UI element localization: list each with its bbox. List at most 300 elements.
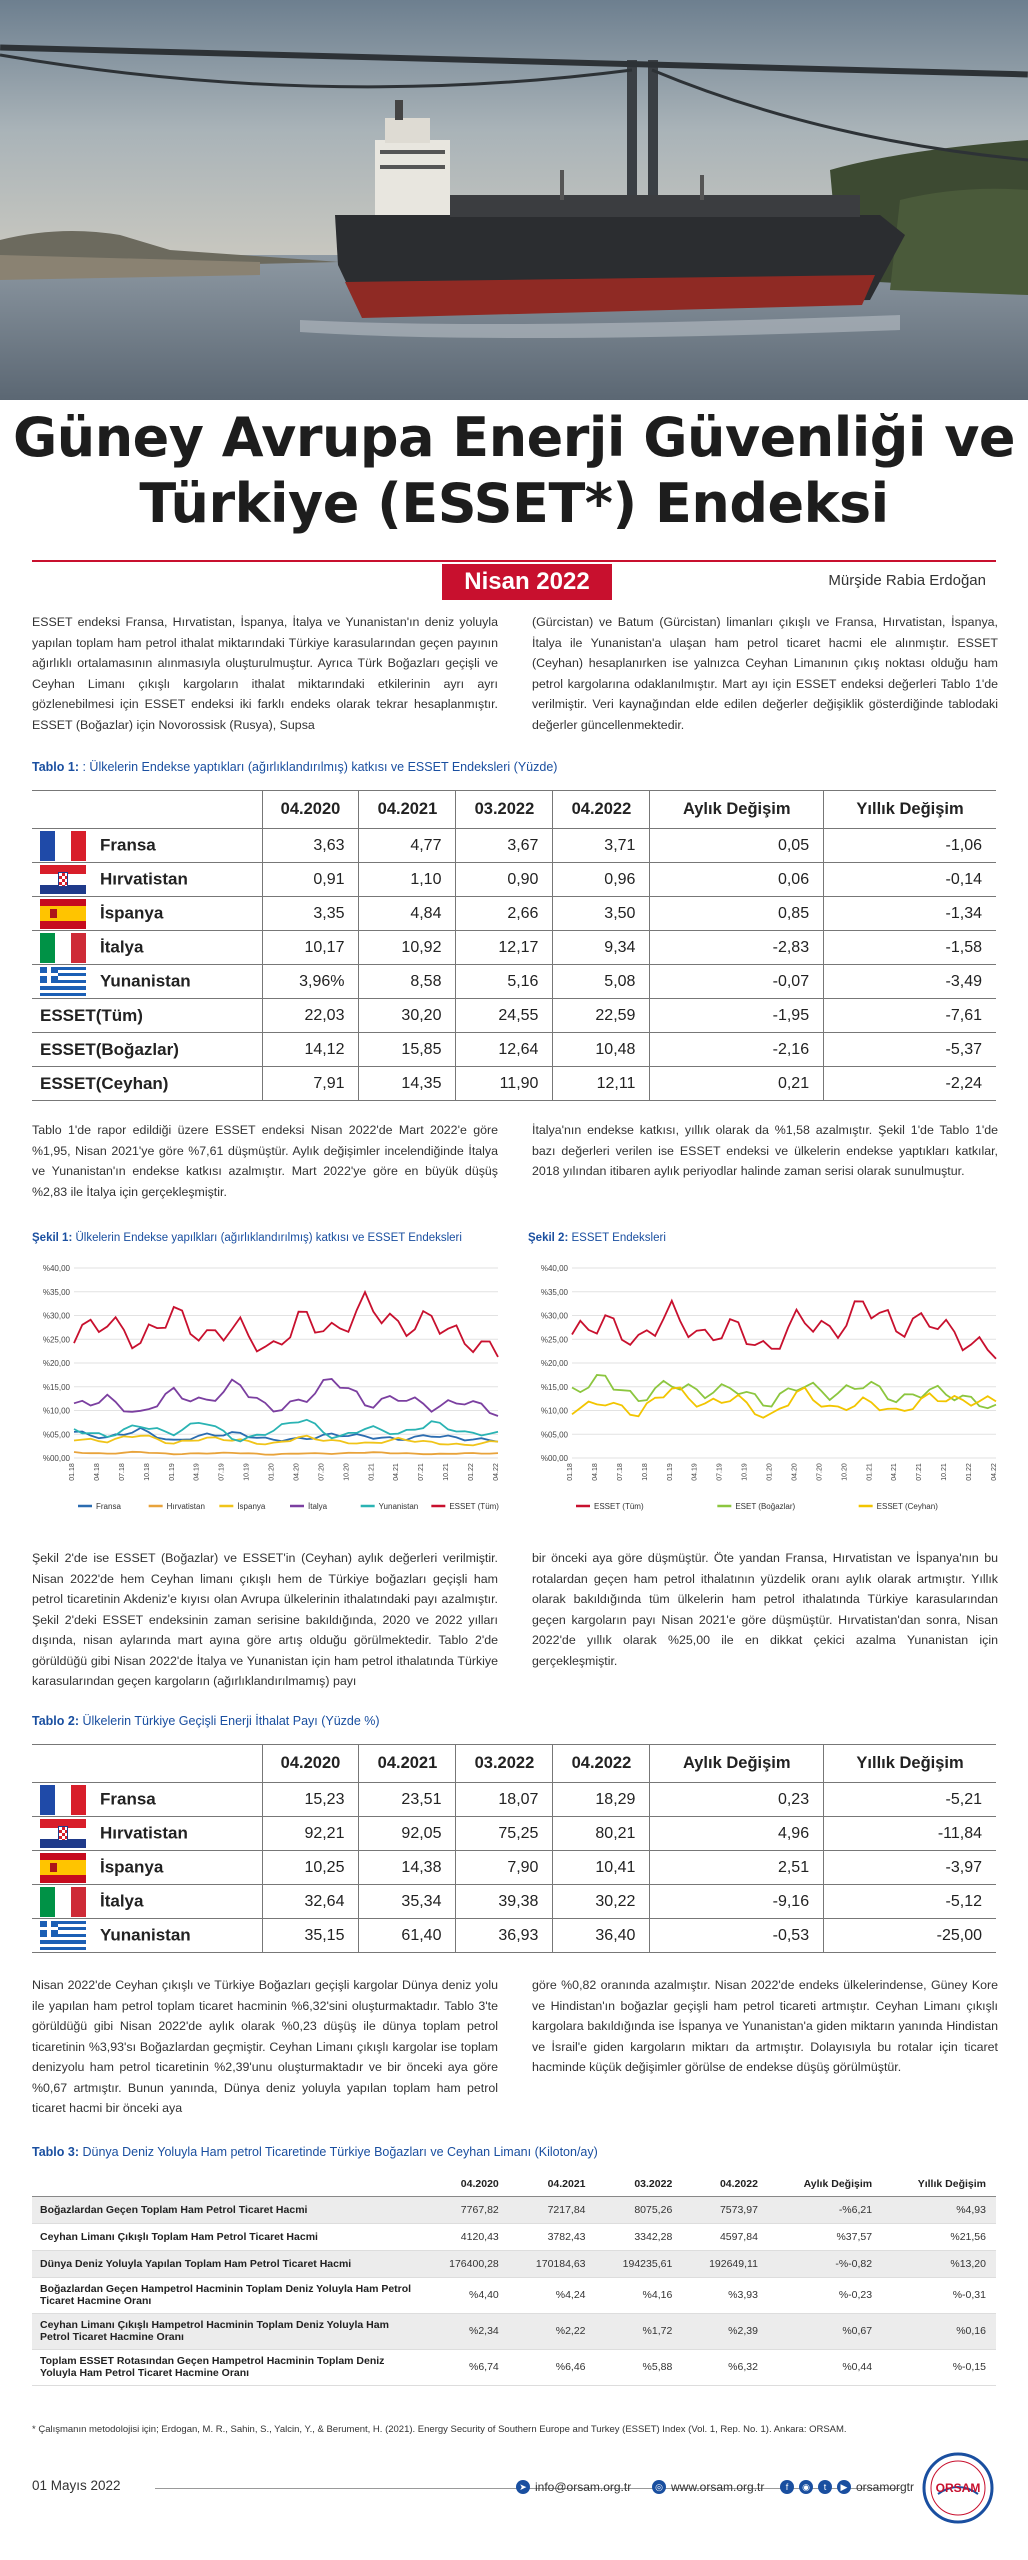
x-tick-label: 01.19 xyxy=(666,1463,674,1481)
para4-right-column: göre %0,82 oranında azalmıştır. Nisan 2022'de endeks ülkelerindense, Güney Kore ve Hindistan'ın boğazlar geçişli ham petrol ticareti artmıştır. Ceyhan Limanı çıkışlı kargolara bakıldığında ise İspanya ve Yunanistan'a giden miktarın yanında Hindistan ve İsrail'e giden kargoların miktarı da artmıştır. Dolayısıyla bu rotalar için ticaret hacminde küçük değişimler görülse de endekse düşüş görülmüştür. xyxy=(532,1978,998,2074)
fig2-caption-text: ESSET Endeksleri xyxy=(571,1232,666,1244)
table-cell: %5,88 xyxy=(596,2349,683,2385)
facebook-icon[interactable]: f xyxy=(780,2480,794,2494)
table-cell: 0,90 xyxy=(456,863,553,897)
x-tick-label: 07.20 xyxy=(318,1463,326,1481)
table-cell: -2,24 xyxy=(824,1067,996,1101)
y-tick-label: %40,00 xyxy=(42,1264,70,1273)
x-tick-label: 07.21 xyxy=(916,1463,924,1481)
table-cell: 92,05 xyxy=(359,1817,456,1851)
hero-photo xyxy=(0,0,1028,400)
table-cell: -11,84 xyxy=(824,1817,996,1851)
table-header-cell: 04.2021 xyxy=(509,2172,596,2196)
series-line xyxy=(74,1452,498,1455)
row-label xyxy=(32,1783,262,1817)
table2-caption xyxy=(32,1714,380,1728)
table-cell: 3,50 xyxy=(553,897,650,931)
x-tick-label: 01.18 xyxy=(567,1463,574,1481)
table-cell: 7573,97 xyxy=(682,2196,768,2223)
x-tick-label: 07.21 xyxy=(418,1463,426,1481)
row-label xyxy=(32,1851,262,1885)
table-cell: 7217,84 xyxy=(509,2196,596,2223)
table-cell: %13,20 xyxy=(882,2250,996,2277)
table-cell: 15,23 xyxy=(262,1783,359,1817)
table-header-cell: 04.2022 xyxy=(553,791,650,829)
row-name: ESSET(Boğazlar) xyxy=(40,1039,179,1059)
table-cell: 7767,82 xyxy=(422,2196,509,2223)
table-cell: 36,93 xyxy=(456,1919,553,1953)
table-cell: -3,49 xyxy=(824,965,996,999)
row-label xyxy=(32,897,262,931)
x-tick-label: 01.19 xyxy=(168,1463,176,1481)
table1-caption-label: Tablo 1: xyxy=(32,760,79,774)
table-cell: -9,16 xyxy=(650,1885,824,1919)
x-tick-label: 01.18 xyxy=(69,1463,76,1481)
y-tick-label: %35,00 xyxy=(42,1287,70,1297)
table-cell: 35,15 xyxy=(262,1919,359,1953)
methodology-footnote: * Çalışmanın metodolojisi için; Erdogan, M. R., Sahin, S., Yalcin, Y., & Berument, H. (2021). Energy Security of Southern Europe and Turkey (ESSET) Index (Vol. 1, Rep. No. 1). Ankara: ORSAM. xyxy=(32,2424,847,2435)
table-cell: 15,85 xyxy=(359,1033,456,1067)
x-tick-label: 01.20 xyxy=(268,1463,276,1481)
table-cell: 24,55 xyxy=(456,999,553,1033)
row-name: İspanya xyxy=(100,1856,164,1876)
row-name: ESSET(Ceyhan) xyxy=(40,1073,169,1093)
table-header-cell: Yıllık Değişim xyxy=(824,1745,996,1783)
legend-label: ESSET (Tüm) xyxy=(594,1502,644,1511)
table-header-row xyxy=(32,2172,996,2196)
table-cell: %-0,15 xyxy=(882,2349,996,2385)
table-header-cell: 03.2022 xyxy=(596,2172,683,2196)
series-line xyxy=(74,1292,498,1357)
table-cell: 10,92 xyxy=(359,931,456,965)
figure1-chart xyxy=(26,1258,506,1528)
table-cell: 12,17 xyxy=(456,931,553,965)
intro-right-column: (Gürcistan) ve Batum (Gürcistan) limanları çıkışlı ve Fransa, Hırvatistan, İspanya, İtalya ile Yunanistan'a ulaşan ham petrol ticaret hacmi ele alınmıştır. ESSET (Ceyhan) hesaplanırken ise yalnızca Ceyhan Limanının çıkış noktası olduğu ham petrol kargolarına odaklanılmıştır. Mart ayı için ESSET endeksi değerleri Tablo 1'de verilmiştir. Veri kaynağından elde edilen değerler değişiklik gösterdiğinde tablodaki değerler güncellenmektedir. xyxy=(532,615,998,732)
table-cell: -1,58 xyxy=(824,931,996,965)
x-tick-label: 01.22 xyxy=(966,1463,974,1481)
footer-social[interactable] xyxy=(780,2480,914,2494)
table-cell: 176400,28 xyxy=(422,2250,509,2277)
footer-email[interactable] xyxy=(516,2480,631,2494)
x-tick-label: 04.20 xyxy=(791,1463,799,1481)
table-row xyxy=(32,965,996,999)
table3-caption-label: Tablo 3: xyxy=(32,2145,79,2159)
x-tick-label: 07.20 xyxy=(816,1463,824,1481)
y-tick-label: %05,00 xyxy=(42,1430,70,1440)
row-name: Hırvatistan xyxy=(100,868,188,888)
table-cell: 22,59 xyxy=(553,999,650,1033)
table-cell: 4,77 xyxy=(359,829,456,863)
table-cell: 3782,43 xyxy=(509,2223,596,2250)
table-cell: 61,40 xyxy=(359,1919,456,1953)
table-row xyxy=(32,1885,996,1919)
table-cell: %6,46 xyxy=(509,2349,596,2385)
table-cell: 92,21 xyxy=(262,1817,359,1851)
x-tick-label: 01.22 xyxy=(468,1463,476,1481)
table-cell: 7,91 xyxy=(262,1067,359,1101)
table-header-cell: 04.2020 xyxy=(262,791,359,829)
row-label: Toplam ESSET Rotasından Geçen Hampetrol Hacminin Toplam Deniz Yoluyla Ham Petrol Ticaret Hacmine Oranı xyxy=(32,2349,422,2385)
table-row xyxy=(32,931,996,965)
globe-icon: ◎ xyxy=(652,2480,666,2494)
table-cell: 23,51 xyxy=(359,1783,456,1817)
y-tick-label: %00,00 xyxy=(42,1454,70,1463)
para4-left-column: Nisan 2022'de Ceyhan çıkışlı ve Türkiye Boğazları geçişli kargolar Dünya deniz yolu ile yapılan ham petrol toplam ticaret hacminin %6,32'sini oluşturmaktadır. Tablo 3'te görüldüğü gibi Nisan 2022'de aylık olarak %0,23 düşüş ile dünya toplam petrol ticaretinin %3,93'sı Boğazlardan geçmiştir. Ceyhan Limanı çıkışlı kargolar ise toplam denizyolu ham petrol ticaretinin %2,39'unu oluşturmaktadır ve bir önceki aya göre %0,67 artmıştır. Bunun yanında, Dünya deniz yoluyla yapılan toplam ham petrol ticaret hacmi bir önceki aya xyxy=(32,1978,498,2115)
table-cell: 170184,63 xyxy=(509,2250,596,2277)
row-label xyxy=(32,1919,262,1953)
table-row xyxy=(32,2223,996,2250)
table2-caption-text: Ülkelerin Türkiye Geçişli Enerji İthalat Payı (Yüzde %) xyxy=(82,1714,380,1728)
row-name: İtalya xyxy=(100,936,144,956)
table-cell: -1,34 xyxy=(824,897,996,931)
title-line-1: Güney Avrupa Enerji Güvenliği ve xyxy=(12,406,1016,469)
table-cell: -1,95 xyxy=(650,999,824,1033)
table-header-cell: Yıllık Değişim xyxy=(882,2172,996,2196)
table-cell: %6,32 xyxy=(682,2349,768,2385)
table-cell: 0,96 xyxy=(553,863,650,897)
footer-web-text[interactable]: www.orsam.org.tr xyxy=(671,2480,765,2494)
row-name: ESSET(Tüm) xyxy=(40,1005,143,1025)
y-tick-label: %05,00 xyxy=(540,1430,568,1440)
table-cell: %4,40 xyxy=(422,2277,509,2313)
y-tick-label: %30,00 xyxy=(42,1311,70,1321)
flag-gr-icon xyxy=(40,967,86,997)
y-tick-label: %35,00 xyxy=(540,1287,568,1297)
legend-label: İspanya xyxy=(237,1502,266,1511)
x-tick-label: 04.20 xyxy=(293,1463,301,1481)
x-tick-label: 04.19 xyxy=(193,1463,201,1481)
table-row xyxy=(32,2196,996,2223)
table-cell: 8075,26 xyxy=(596,2196,683,2223)
table2-caption-label: Tablo 2: xyxy=(32,1714,79,1728)
table-cell: %21,56 xyxy=(882,2223,996,2250)
flag-hr-icon xyxy=(40,1819,86,1849)
table-header-cell: 04.2022 xyxy=(682,2172,768,2196)
flag-fr-icon xyxy=(40,831,86,861)
x-tick-label: 10.20 xyxy=(841,1463,849,1481)
table-row xyxy=(32,1851,996,1885)
x-tick-label: 07.19 xyxy=(716,1463,724,1481)
table-cell: 9,34 xyxy=(553,931,650,965)
y-tick-label: %15,00 xyxy=(42,1382,70,1392)
table-cell: %6,74 xyxy=(422,2349,509,2385)
x-tick-label: 07.18 xyxy=(616,1463,624,1481)
table-row xyxy=(32,2349,996,2385)
table-cell: -2,83 xyxy=(650,931,824,965)
table-cell: 10,48 xyxy=(553,1033,650,1067)
table-cell: %2,39 xyxy=(682,2313,768,2349)
x-tick-label: 10.18 xyxy=(143,1463,151,1481)
table-cell: -5,21 xyxy=(824,1783,996,1817)
x-tick-label: 04.18 xyxy=(591,1463,599,1481)
row-label: Boğazlardan Geçen Hampetrol Hacminin Toplam Deniz Yoluyla Ham Petrol Ticaret Hacmine Oranı xyxy=(32,2277,422,2313)
series-line xyxy=(572,1375,996,1408)
table-cell: -7,61 xyxy=(824,999,996,1033)
table-cell: 14,12 xyxy=(262,1033,359,1067)
table-cell: %-0,31 xyxy=(882,2277,996,2313)
table-row xyxy=(32,1783,996,1817)
table-cell: 14,35 xyxy=(359,1067,456,1101)
table-cell: 11,90 xyxy=(456,1067,553,1101)
table-cell: 14,38 xyxy=(359,1851,456,1885)
table-cell: 10,41 xyxy=(553,1851,650,1885)
table-cell: 36,40 xyxy=(553,1919,650,1953)
y-tick-label: %15,00 xyxy=(540,1382,568,1392)
table-cell: 3342,28 xyxy=(596,2223,683,2250)
legend-label: Fransa xyxy=(96,1502,121,1511)
x-tick-label: 04.22 xyxy=(991,1463,998,1481)
table-cell: 2,66 xyxy=(456,897,553,931)
table-cell: -5,12 xyxy=(824,1885,996,1919)
table-header-blank xyxy=(32,1745,262,1783)
table3-caption xyxy=(32,2145,598,2159)
table-cell: 4120,43 xyxy=(422,2223,509,2250)
para3-left-column: Şekil 2'de ise ESSET (Boğazlar) ve ESSET'in (Ceyhan) aylık değerleri verilmiştir. Nisan 2022'de hem Ceyhan limanı çıkışlı hem de Türkiye boğazları geçişli ham petrol ticaretinin Akdeniz'e kıyısı olan Avrupa ülkelerinin ithalatındaki payı azalmıştır. Şekil 2'deki ESSET endeksinin zaman serisine bakıldığında, 2020 ve 2022 yılları dışında, nisan aylarında mart ayına göre artış olduğu görülmektedir. Tablo 2'de görüldüğü gibi Nisan 2022'de İtalya ve Yunanistan için ham petrol ithalatında Türkiye karasularından geçen kargoların (ağırlıklandırılmamış) payı xyxy=(32,1551,498,1688)
flag-fr-icon xyxy=(40,1785,86,1815)
row-label xyxy=(32,1817,262,1851)
author-name: Mürşide Rabia Erdoğan xyxy=(828,572,986,589)
row-label xyxy=(32,1885,262,1919)
table-row xyxy=(32,1919,996,1953)
x-tick-label: 10.19 xyxy=(243,1463,251,1481)
row-label: Ceyhan Limanı Çıkışlı Hampetrol Hacminin Toplam Deniz Yoluyla Ham Petrol Ticaret Hacmine Oranı xyxy=(32,2313,422,2349)
table-row xyxy=(32,2313,996,2349)
row-label xyxy=(32,1033,262,1067)
table-header-cell: 03.2022 xyxy=(456,791,553,829)
footer-web[interactable] xyxy=(652,2480,764,2494)
table-cell: 4,84 xyxy=(359,897,456,931)
table1-caption-text: : Ülkelerin Endekse yaptıkları (ağırlıklandırılmış) katkısı ve ESSET Endeksleri (Yüzde) xyxy=(82,760,558,774)
table-cell: -2,16 xyxy=(650,1033,824,1067)
table-cell: 80,21 xyxy=(553,1817,650,1851)
title-divider xyxy=(32,560,996,562)
legend-label: ESET (Boğazlar) xyxy=(735,1502,796,1511)
table-cell: 0,23 xyxy=(650,1783,824,1817)
table-cell: 75,25 xyxy=(456,1817,553,1851)
table-cell: %4,24 xyxy=(509,2277,596,2313)
table-cell: -25,00 xyxy=(824,1919,996,1953)
table-cell: 4,96 xyxy=(650,1817,824,1851)
table-cell: 5,16 xyxy=(456,965,553,999)
x-tick-label: 04.21 xyxy=(393,1463,401,1481)
table-cell: 3,35 xyxy=(262,897,359,931)
table-cell: 12,11 xyxy=(553,1067,650,1101)
orsam-logo xyxy=(920,2450,996,2526)
table-cell: 3,96% xyxy=(262,965,359,999)
table-cell: -%-0,82 xyxy=(768,2250,882,2277)
paper-plane-icon: ➤ xyxy=(516,2480,530,2494)
row-name: Fransa xyxy=(100,1788,156,1808)
table-header-cell: Aylık Değişim xyxy=(650,791,824,829)
x-tick-label: 10.20 xyxy=(343,1463,351,1481)
row-label: Dünya Deniz Yoluyla Yapılan Toplam Ham Petrol Ticaret Hacmi xyxy=(32,2250,422,2277)
table-row xyxy=(32,1033,996,1067)
table-cell: 194235,61 xyxy=(596,2250,683,2277)
table-header-cell: Aylık Değişim xyxy=(650,1745,824,1783)
instagram-icon[interactable]: ◉ xyxy=(799,2480,813,2494)
fig1-caption-label: Şekil 1: xyxy=(32,1232,73,1244)
y-tick-label: %00,00 xyxy=(540,1454,568,1463)
table-header-cell: 04.2022 xyxy=(553,1745,650,1783)
para2-left-column: Tablo 1'de rapor edildiği üzere ESSET endeksi Nisan 2022'de Mart 2022'e göre %1,95, Nisan 2021'ye göre %7,61 düşmüştür. Aylık değişimler incelendiğinde İtalya ve Yunanistan'ın endekse katkısı azalmıştır. Mart 2022'ye göre en büyük düşüş %2,83 ile İtalya için gerçekleşmiştir. xyxy=(32,1123,498,1199)
twitter-icon[interactable]: t xyxy=(818,2480,832,2494)
table-cell: %4,93 xyxy=(882,2196,996,2223)
table-cell: 2,51 xyxy=(650,1851,824,1885)
table-cell: 22,03 xyxy=(262,999,359,1033)
row-label xyxy=(32,829,262,863)
x-tick-label: 01.21 xyxy=(368,1463,376,1481)
table-cell: 1,10 xyxy=(359,863,456,897)
table-cell: 10,17 xyxy=(262,931,359,965)
x-tick-label: 01.21 xyxy=(866,1463,874,1481)
table-row xyxy=(32,999,996,1033)
x-tick-label: 10.21 xyxy=(443,1463,451,1481)
table-header-cell: 04.2021 xyxy=(359,791,456,829)
intro-left-column: ESSET endeksi Fransa, Hırvatistan, İspanya, İtalya ve Yunanistan'ın deniz yoluyla yapılan toplam ham petrol ithalat miktarındaki Türkiye karasularından geçen payının ağırlıklı ortalamasının alınmasıyla oluşturulmuştur. Ayrıca Türk Boğazları geçişli ve Ceyhan Limanı çıkışlı kargoların ithalat miktarındaki etkilerinin ayrı ayrı gözlenebilmesi için ESSET endeksi iki farklı endeks olarak tekrar hesaplanmıştır. ESSET (Boğazlar) için Novorossisk (Rusya), Supsa xyxy=(32,615,498,732)
y-tick-label: %40,00 xyxy=(540,1264,568,1273)
figure2-chart xyxy=(524,1258,1004,1528)
y-tick-label: %20,00 xyxy=(540,1359,568,1368)
table-cell: 12,64 xyxy=(456,1033,553,1067)
flag-es-icon xyxy=(40,899,86,929)
table-header-row xyxy=(32,1745,996,1783)
row-label xyxy=(32,965,262,999)
table3-caption-text: Dünya Deniz Yoluyla Ham petrol Ticaretinde Türkiye Boğazları ve Ceyhan Limanı (Kiloton/ay) xyxy=(82,2145,598,2159)
row-name: İspanya xyxy=(100,902,164,922)
table-cell: 7,90 xyxy=(456,1851,553,1885)
x-tick-label: 07.19 xyxy=(218,1463,226,1481)
flag-it-icon xyxy=(40,1887,86,1917)
legend-label: ESSET (Ceyhan) xyxy=(876,1502,938,1511)
table-cell: 4597,84 xyxy=(682,2223,768,2250)
row-name: Hırvatistan xyxy=(100,1822,188,1842)
table-cell: 18,29 xyxy=(553,1783,650,1817)
x-tick-label: 01.20 xyxy=(766,1463,774,1481)
table-header-cell: 04.2020 xyxy=(262,1745,359,1783)
row-label xyxy=(32,863,262,897)
table-row xyxy=(32,863,996,897)
table-header-cell: 03.2022 xyxy=(456,1745,553,1783)
table-cell: %0,16 xyxy=(882,2313,996,2349)
table-cell: 30,22 xyxy=(553,1885,650,1919)
table-cell: %4,16 xyxy=(596,2277,683,2313)
y-tick-label: %25,00 xyxy=(540,1335,568,1345)
row-label: Ceyhan Limanı Çıkışlı Toplam Ham Petrol Ticaret Hacmi xyxy=(32,2223,422,2250)
para3-right-column: bir önceki aya göre düşmüştür. Öte yandan Fransa, Hırvatistan ve İspanya'nın bu rotalardan geçen ham petrol ithalatının yüzdelik oranı aylık olarak artmıştır. Yıllık olarak bakıldığında tüm ülkelerin ham petrol ithalatında Türkiye karasularından geçen kargoların payı Nisan 2021'e göre düşmüştür. Hırvatistan'dan sonra, Nisan 2022'de yıllık olarak %25,00 ile en dikkat çekici azalma Yunanistan için gerçekleşmiştir. xyxy=(532,1551,998,1668)
table2 xyxy=(32,1744,996,1953)
youtube-icon[interactable]: ▶ xyxy=(837,2480,851,2494)
table-cell: 0,06 xyxy=(650,863,824,897)
y-tick-label: %20,00 xyxy=(42,1359,70,1368)
table-cell: 39,38 xyxy=(456,1885,553,1919)
table-cell: %0,67 xyxy=(768,2313,882,2349)
fig2-caption-label: Şekil 2: xyxy=(528,1232,569,1244)
table-cell: %2,34 xyxy=(422,2313,509,2349)
flag-es-icon xyxy=(40,1853,86,1883)
table-header-cell: 04.2020 xyxy=(422,2172,509,2196)
table-cell: %1,72 xyxy=(596,2313,683,2349)
table-cell: %-0,23 xyxy=(768,2277,882,2313)
para2-right-column: İtalya'nın endekse katkısı, yıllık olarak da %1,58 azalmıştır. Şekil 1'de Tablo 1'de bazı değerleri verilen ise ESSET endeksi ve ülkelerin endekse yaptıkları katkılar, 2018 yılından itibaren aylık periyodlar halinde zaman serisi olarak sunulmuştur. xyxy=(532,1123,998,1178)
fig1-caption xyxy=(32,1232,462,1244)
table-header-row xyxy=(32,791,996,829)
legend-label: Hırvatistan xyxy=(166,1502,205,1511)
table-cell: 30,20 xyxy=(359,999,456,1033)
x-tick-label: 04.22 xyxy=(493,1463,500,1481)
table-cell: %3,93 xyxy=(682,2277,768,2313)
row-label xyxy=(32,1067,262,1101)
row-name: Yunanistan xyxy=(100,1924,191,1944)
table-row xyxy=(32,829,996,863)
y-tick-label: %30,00 xyxy=(540,1311,568,1321)
table-cell: 3,71 xyxy=(553,829,650,863)
legend-label: ESSET (Tüm) xyxy=(449,1502,499,1511)
footer-email-text[interactable]: info@orsam.org.tr xyxy=(535,2480,632,2494)
table-row xyxy=(32,897,996,931)
series-line xyxy=(74,1428,498,1442)
table-cell: -3,97 xyxy=(824,1851,996,1885)
legend-label: İtalya xyxy=(308,1502,328,1511)
row-label xyxy=(32,931,262,965)
table-cell: %0,44 xyxy=(768,2349,882,2385)
table-cell: -%6,21 xyxy=(768,2196,882,2223)
row-name: Yunanistan xyxy=(100,970,191,990)
row-name: Fransa xyxy=(100,834,156,854)
row-name: İtalya xyxy=(100,1890,144,1910)
table-row xyxy=(32,1817,996,1851)
series-line xyxy=(572,1301,996,1359)
row-label xyxy=(32,999,262,1033)
fig2-caption xyxy=(528,1232,666,1244)
table-cell: 8,58 xyxy=(359,965,456,999)
table-cell: 3,67 xyxy=(456,829,553,863)
x-tick-label: 10.21 xyxy=(941,1463,949,1481)
table-header-cell: Aylık Değişim xyxy=(768,2172,882,2196)
table-cell: %2,22 xyxy=(509,2313,596,2349)
x-tick-label: 04.18 xyxy=(93,1463,101,1481)
x-tick-label: 07.18 xyxy=(118,1463,126,1481)
table-header-blank xyxy=(32,2172,422,2196)
flag-hr-icon xyxy=(40,865,86,895)
table-cell: 0,91 xyxy=(262,863,359,897)
x-tick-label: 10.19 xyxy=(741,1463,749,1481)
table1 xyxy=(32,790,996,1101)
table-cell: 35,34 xyxy=(359,1885,456,1919)
table-cell: 10,25 xyxy=(262,1851,359,1885)
flag-it-icon xyxy=(40,933,86,963)
table-cell: %37,57 xyxy=(768,2223,882,2250)
table-header-cell: Yıllık Değişim xyxy=(824,791,996,829)
title-line-2: Türkiye (ESSET*) Endeksi xyxy=(139,472,889,535)
table-cell: -1,06 xyxy=(824,829,996,863)
fig1-caption-text: Ülkelerin Endekse yapılkları (ağırlıklandırılmış) katkısı ve ESSET Endeksleri xyxy=(75,1232,462,1244)
logo-text: ORSAM xyxy=(935,2481,981,2495)
y-tick-label: %25,00 xyxy=(42,1335,70,1345)
table-cell: 192649,11 xyxy=(682,2250,768,2277)
x-tick-label: 04.19 xyxy=(691,1463,699,1481)
table-row xyxy=(32,2277,996,2313)
table-header-blank xyxy=(32,791,262,829)
table-cell: 5,08 xyxy=(553,965,650,999)
footer-social-text[interactable]: orsamorgtr xyxy=(856,2480,915,2494)
table-cell: 18,07 xyxy=(456,1783,553,1817)
table-cell: -0,07 xyxy=(650,965,824,999)
table-cell: 0,85 xyxy=(650,897,824,931)
table-header-cell: 04.2021 xyxy=(359,1745,456,1783)
table-cell: -0,14 xyxy=(824,863,996,897)
x-tick-label: 10.18 xyxy=(641,1463,649,1481)
footer-date: 01 Mayıs 2022 xyxy=(32,2478,121,2493)
